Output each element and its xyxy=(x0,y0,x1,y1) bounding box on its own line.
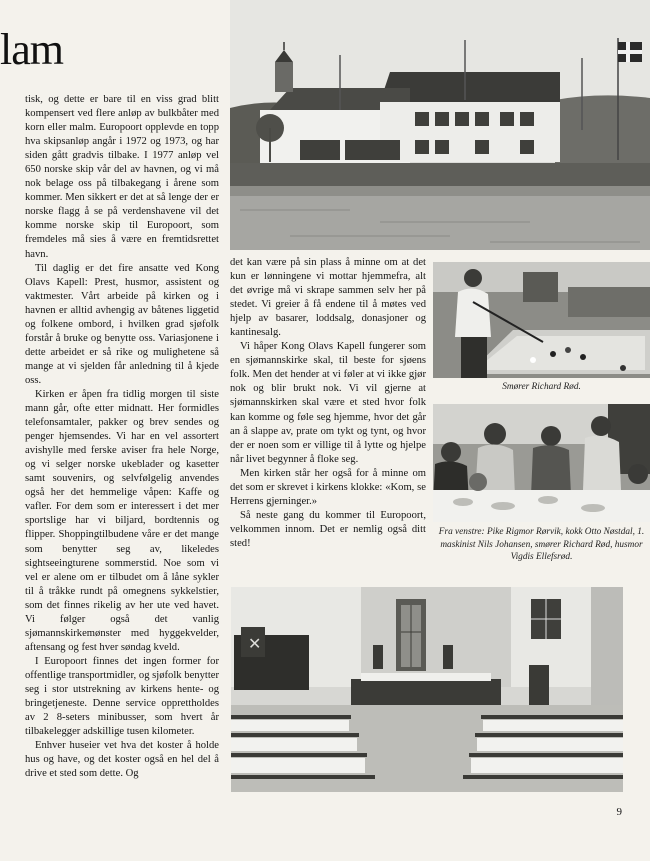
crew-group-illustration xyxy=(433,404,650,522)
paragraph: Så neste gang du kommer til Europoort, velkommen innom. Det er nemlig også ditt sted! xyxy=(230,509,426,549)
church-building-photo xyxy=(230,0,650,250)
caption-crew: Fra venstre: Pike Rigmor Rørvik, kokk Otto Nøstdal, 1. maskinist Nils Johansen, smører Richard Rød, husmor Vigdis Ellefsrød. xyxy=(438,527,645,563)
article-column-1 xyxy=(25,93,219,781)
church-interior-illustration xyxy=(231,587,623,792)
paragraph: Enhver huseier vet hva det koster å holde hus og have, og det koster også en hel del å drive et sted som dette. Og xyxy=(25,740,219,780)
paragraph: Men kirken står her også for å minne om det som er skrevet i kirkens klokke: «Kom, se Herrens gjerninger.» xyxy=(230,467,426,507)
paragraph: I Europoort finnes det ingen former for offentlige transportmidler, og sjøfolk benytter seg i stor utstrekning av kirkens hente- og bringetjeneste. Denne service opprettholdes av 2 8-seters minibusser, som hvert år tilbakelegger adskillige tusen kilometer. xyxy=(25,655,219,738)
paragraph: tisk, og dette er bare til en viss grad blitt kompensert ved flere anløp av bulkbåter med korn eller malm. Europoort opplevde en topp hva skipsanløp angår i 1972 og 1973, og har siden gått gradvis tilbake. I 1977 anløp vel 650 norske skip vår del av havnen, og vi må nok belage oss på tilbakegang i årene som kommer. Men sikkert er det at så lenge der er norske flagg å se på verdenshavene vil det komme norske skip til Europoort, som fremdeles må sies å være en fremtidsrettet havn. xyxy=(25,94,219,260)
page-number: 9 xyxy=(616,806,622,818)
paragraph: Til daglig er det fire ansatte ved Kong Olavs Kapell: Prest, husmor, assistent og vaktmester. Vårt arbeide på kirken og i havnen er alltid avhengig av båtenes liggetid og folkene ombord, i hvilken grad sjøfolk forstår å bruke og benytte oss. Variasjonene i dette arbeidet er så rike og mulighetene så mange at vi sjelden får anledning til å kjede oss. xyxy=(25,262,219,386)
paragraph: Vi håper Kong Olavs Kapell fungerer som en sjømannskirke skal, til beste for sjøens folk. Men det hender at vi føler at vi ikke gjør nok og blir brukt nok. Vi vil gjerne at sjømannskirken skal være et sted hvor folk kan komme og føle seg hjemme, hvor det går an å slappe av, prate om tykt og tynt, og hvor der er noen som er villige til å lytte og hjelpe når livet begynner å floke seg. xyxy=(230,341,426,465)
caption-billiards: Smører Richard Rød. xyxy=(502,382,581,392)
church-interior-photo xyxy=(231,587,623,792)
svg-text:✕: ✕ xyxy=(248,636,262,653)
article-column-2 xyxy=(230,256,426,551)
paragraph: Kirken er åpen fra tidlig morgen til siste mann går, ofte etter midnatt. Her formidles telefonsamtaler, pakker og brev sendes og penger hjemsendes. Vi har en vel assortert avishylle med ferske aviser fra hele Norge, og vi selger norske ukeblader og kasetter samt souvenirs, og selvfølgelig anvendes også her det hemmelige våpen: Kaffe og vafler. For dem som er interessert i det mer sportslige har vi biljard, bordtennis og flipper. Shoppingtilbudene våre er det mange som benytter seg av, likeledes sightseeingturene sommerstid. Noe som vi vel er alene om er tilbudet om å låne sykler til å tråkke rundt på omegnens sykkelstier, som det finnes rikelig av her ute ved havet. Vi følger også det vanlig sjømannskirkemønster med hyggekvelder, aftensang og fest hver søndag kveld. xyxy=(25,388,219,653)
headline-fragment: lam xyxy=(0,25,63,74)
billiards-illustration xyxy=(433,262,650,378)
church-building-illustration xyxy=(230,0,650,250)
billiards-photo xyxy=(433,262,650,378)
paragraph: det kan være på sin plass å minne om at det kun er lønningene vi mottar hjemmefra, alt det øvrige må vi skrape sammen selv her på stedet. Vi greier å få endene til å møtes ved hjelp av basarer, loddsalg, donasjoner og kantinesalg. xyxy=(230,257,426,339)
crew-group-photo xyxy=(433,404,650,522)
